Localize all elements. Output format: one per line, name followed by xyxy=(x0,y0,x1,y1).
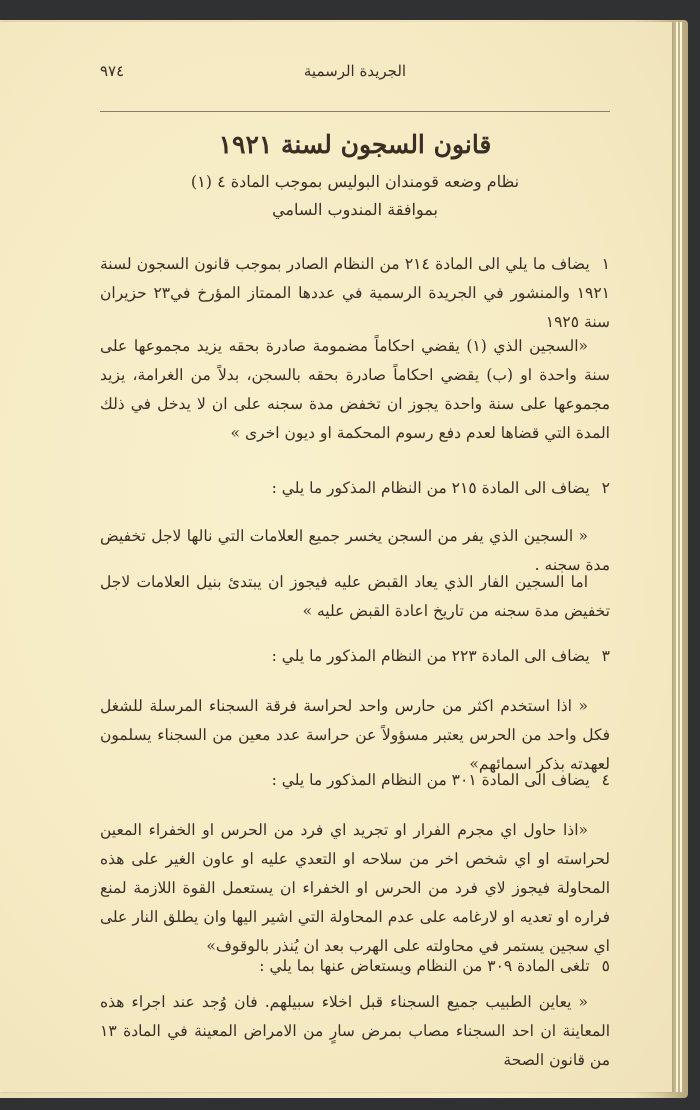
running-title: الجريدة الرسمية xyxy=(303,62,407,80)
item-text: يضاف ما يلي الى المادة ٢١٤ من النظام الصادر بموجب قانون السجون لسنة ١٩٢١ والمنشور في الجريدة الرسمية في عددها الممتاز المؤرخ في٢٣ حزيران سنة ١٩٢٥ xyxy=(100,255,610,331)
subtitle-line: بموافقة المندوب السامي xyxy=(272,200,438,219)
item-number: ٥ xyxy=(601,957,610,975)
page-edge xyxy=(680,22,682,1092)
running-head xyxy=(100,62,610,86)
item-number: ٣ xyxy=(601,647,610,665)
item-number: ٢ xyxy=(601,479,610,497)
header-rule xyxy=(100,111,610,112)
article-item xyxy=(100,766,610,795)
subtitle-line: نظام وضعه قومندان البوليس بموجب المادة ٤ (١) xyxy=(190,172,520,191)
item-number: ١ xyxy=(601,255,610,273)
quoted-text: « اذا استخدم اكثر من حارس واحد لحراسة فرقة السجناء المرسلة للشغل فكل واحد من الحرس يعتبر مسؤولاً عن حراسة عدد معين من السجناء يسلمون لعهدته بذكر اسمائهم» xyxy=(100,697,610,773)
article-item xyxy=(100,642,610,671)
item-text: يضاف الى المادة ٢٢٣ من النظام المذكور ما يلي : xyxy=(271,647,590,665)
quoted-text: « يعاين الطبيب جميع السجناء قبل اخلاء سبيلهم. فان وُجد عند اجراء هذه المعاينة ان احد السجناء مصاب بمرض سارٍ من الامراض المعينة في المادة ١٣ من قانون الصحة xyxy=(100,993,610,1069)
page-number: ٩٧٤ xyxy=(100,62,125,80)
page-edge xyxy=(676,22,678,1092)
quoted-text: اما السجين الفار الذي يعاد القبض عليه فيجوز ان يبتدئ بنيل العلامات لاجل تخفيض مدة سجنه من تاريخ اعادة القبض عليه » xyxy=(100,573,610,620)
quoted-text: «اذا حاول اي مجرم الفرار او تجريد اي فرد من الحرس او الخفراء المعين لحراسته او اي شخص اخر من سلاحه او التعدي عليه او عاون الغير على هذه المحاولة فيجوز لاي فرد من الحرس او الخفراء ان يستعمل القوة اللازمة لمنع فراره او تعديه او لارغامه على عدم المحاولة التي اشير اليها وان يطلق النار على اي سجين يستمر في محاولته على الهرب بعد ان يُنذر بالوقوف» xyxy=(100,821,610,955)
article-item xyxy=(100,474,610,503)
article-item xyxy=(100,952,610,981)
law-title: قانون السجون لسنة ١٩٢١ xyxy=(218,130,492,159)
quoted-text: «السجين الذي (١) يقضي احكاماً مضمومة صادرة بحقه يزيد مجموعها على سنة واحدة او (ب) يقضي احكاماً صادرة بحقه بالسجن، بدلاً من الغرامة، يزيد مجموعها على سنة واحدة يجوز ان تخفض مدة سجنه على ان لا يدخل في ذلك المدة التي قضاها لعدم دفع رسوم المحكمة او ديون اخرى » xyxy=(100,337,610,442)
article-item xyxy=(100,250,610,337)
item-text: تلغى المادة ٣٠٩ من النظام ويستعاض عنها بما يلي : xyxy=(259,957,590,975)
item-text: يضاف الى المادة ٣٠١ من النظام المذكور ما يلي : xyxy=(271,771,590,789)
item-number: ٤ xyxy=(601,771,610,789)
item-text: يضاف الى المادة ٢١٥ من النظام المذكور ما يلي : xyxy=(271,479,590,497)
quoted-text: « السجين الذي يفر من السجن يخسر جميع العلامات التي نالها لاجل تخفيض مدة سجنه . xyxy=(100,527,610,574)
document-page xyxy=(0,22,672,1092)
